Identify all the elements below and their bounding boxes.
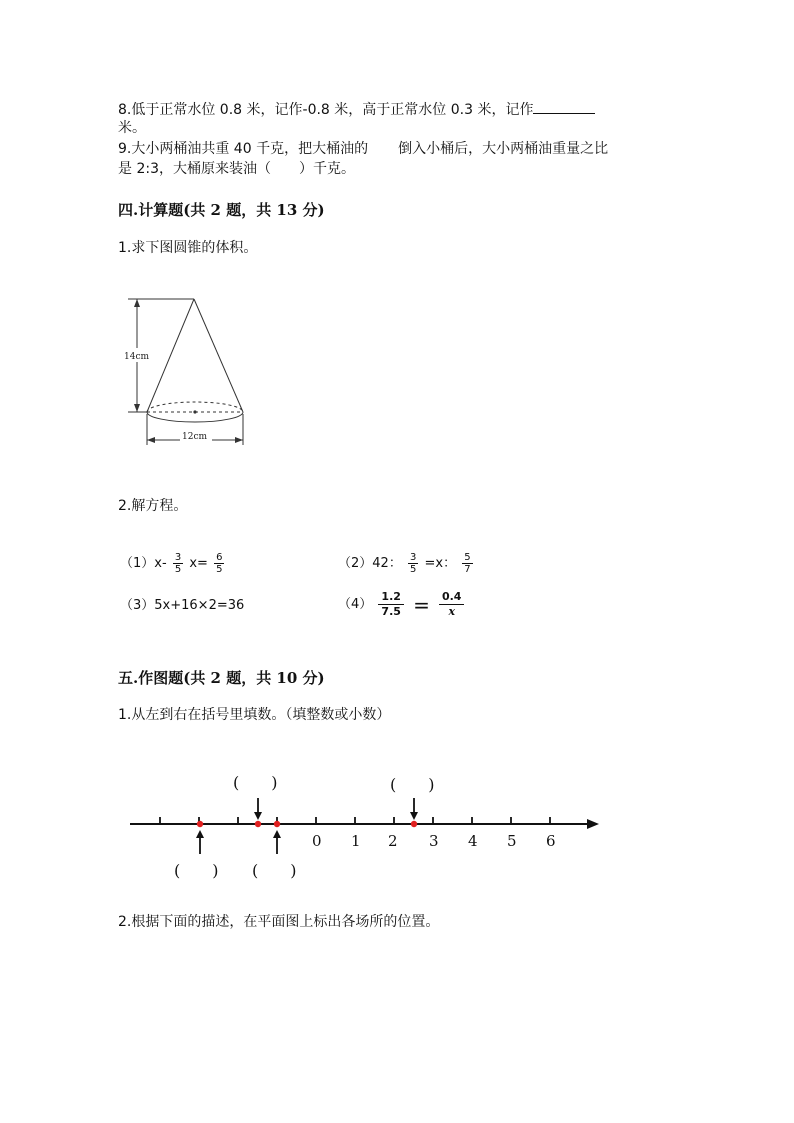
section4-q2: 2.解方程。 (118, 498, 188, 514)
number-line-diagram (125, 768, 605, 886)
height-arrow-bottom-icon (134, 404, 140, 412)
up-arrow-icon (273, 830, 281, 838)
number-line-tick-label: 2 (388, 832, 398, 850)
equation-2 (338, 552, 475, 575)
equation-4-equals: = (413, 592, 430, 617)
q9-line1 (118, 140, 608, 158)
cone-diagram (118, 288, 253, 448)
q8-line1 (118, 100, 595, 119)
equation-4-left-fraction: $\frac{1.2}{7.5}$ (378, 590, 404, 619)
equation-3-text: 5x+16×2=36 (154, 598, 245, 613)
q8-answer-blank[interactable] (533, 100, 595, 114)
equation-2-index: （2） (338, 556, 373, 571)
q9-text-b: 倒入小桶后，大小两桶油重量之比 (398, 141, 609, 157)
diameter-label: 12cm (182, 432, 208, 442)
down-arrow-icon (410, 812, 418, 820)
section4-title: 四.计算题(共 2 题，共 13 分) (118, 201, 325, 219)
q9-text-a: 9.大小两桶油共重 40 千克，把大桶油的 (118, 141, 369, 157)
height-label: 14cm (124, 352, 150, 362)
equation-1-part-a: x- (154, 556, 167, 571)
section5-title: 五.作图题(共 2 题，共 10 分) (118, 669, 325, 687)
equation-3-index: （3） (120, 598, 155, 613)
bracket-above-1: ( ) (233, 773, 278, 792)
section5-q2: 2.根据下面的描述，在平面图上标出各场所的位置。 (118, 914, 440, 930)
number-line-tick-label: 6 (546, 832, 556, 850)
q8-text: 8.低于正常水位 0.8 米，记作-0.8 米，高于正常水位 0.3 米，记作 (118, 102, 534, 118)
number-line-tick-label: 1 (351, 832, 361, 850)
diameter-arrow-left-icon (147, 437, 155, 443)
q9-line2: 是 2:3，大桶原来装油（ ）千克。 (118, 161, 355, 177)
equation-1-index: （1） (120, 556, 155, 571)
number-line-arrow-icon (587, 819, 599, 829)
number-line-point-1 (197, 821, 203, 827)
equation-4 (338, 590, 466, 619)
cone-base-center (193, 410, 196, 413)
equation-4-index: （4） (338, 597, 373, 612)
diameter-arrow-right-icon (235, 437, 243, 443)
up-arrow-icon (196, 830, 204, 838)
equation-1-part-b: x= (189, 556, 208, 571)
number-line-point-2 (255, 821, 261, 827)
number-line-ticks (160, 817, 550, 824)
q8-line2: 米。 (118, 120, 146, 136)
cone-right-side (194, 299, 243, 412)
number-line-tick-label: 0 (312, 832, 322, 850)
equation-2-result-fraction: $\frac{5}{7}$ (464, 552, 471, 575)
equation-2-part-a: 42： (372, 556, 402, 571)
section5-q1: 1.从左到右在括号里填数。（填整数或小数） (118, 707, 391, 723)
number-line-tick-label: 4 (468, 832, 478, 850)
equation-3 (120, 597, 244, 615)
number-line-point-4 (411, 821, 417, 827)
height-arrow-top-icon (134, 299, 140, 307)
number-line-point-3 (274, 821, 280, 827)
equation-2-fraction: $\frac{3}{5}$ (409, 552, 417, 575)
equation-1 (120, 552, 226, 575)
number-line-tick-label: 5 (507, 832, 517, 850)
section4-q1: 1.求下图圆锥的体积。 (118, 240, 258, 256)
equation-2-part-b: =x： (424, 556, 457, 571)
bracket-below-2: ( ) (252, 861, 297, 880)
number-line-tick-label: 3 (429, 832, 439, 850)
equation-1-fraction: $\frac{3}{5}$ (174, 552, 182, 575)
bracket-below-1: ( ) (174, 861, 219, 880)
bracket-above-2: ( ) (390, 775, 435, 794)
equation-4-right-fraction: $\frac{0.4}{x}$ (439, 590, 465, 619)
number-line-tick-labels (312, 832, 556, 850)
down-arrow-icon (254, 812, 262, 820)
equation-1-result-fraction: $\frac{6}{5}$ (216, 552, 223, 575)
cone-left-side (147, 299, 194, 412)
